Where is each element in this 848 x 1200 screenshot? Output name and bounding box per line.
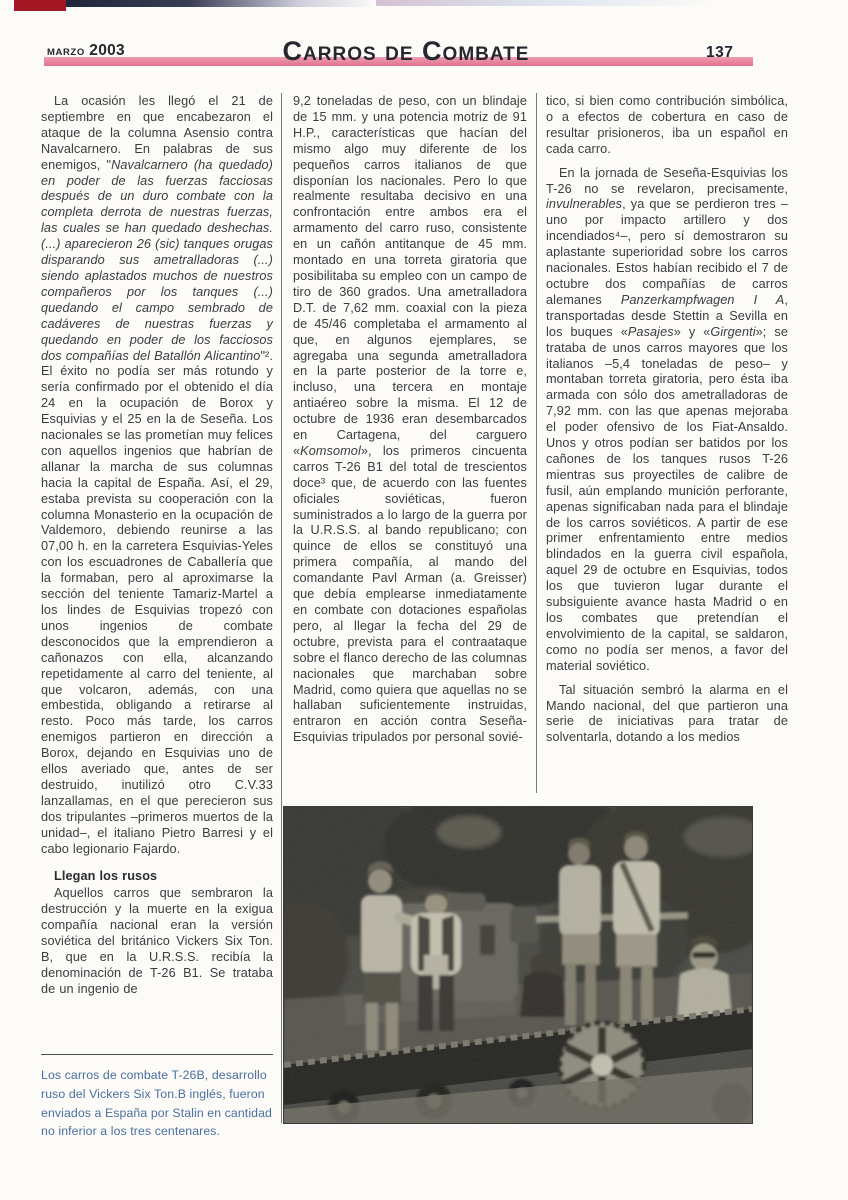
paragraph: 9,2 toneladas de peso, con un blindaje de 15 mm. y una potencia motriz de 91 H.P., características que hacían del mismo algo muy diferente de los pequeños carros italianos de que disponían los nacionales. Pero lo que realmente resultaba decisivo en una confrontación entre ambos era el armamento del carro ruso, consistente en un cañón antitanque de 45 mm. montado en una torreta giratoria que posibilitaba su empleo con un campo de tiro de 360 grados. Una ametralladora D.T. de 7,62 mm. coaxial con la pieza de 45/46 completaba el armamento al que, en algunos ejemplares, se agregaba una segunda ametralladora en la parte posterior de la torre e, incluso, una tercera en montaje antiaéreo sobre la misma. El 12 de octubre de 1936 eran desembarcados en Cartagena, del carguero «Komsomol», los primeros cincuenta carros T-26 B1 del total de trescientos doce³ que, de acuerdo con las fuentes oficiales soviéticas, fueron suministrados a lo largo de la guerra por la U.R.S.S. al bando republicano; con quince de ellos se constituyó una primera compañía, al mando del comandante Pavl Arman (a. Greisser) que debía emplearse inmediatamente en combate con dotaciones españolas pero, al llegar la fecha del 29 de octubre, prevista para el contraataque sobre el flanco derecho de las columnas nacionales que marchaban sobre Madrid, como quiera que aquellas no se hallaban suficientemente instruidas, entraron en acción contra Seseña-Esquivias tripulados por personal sovié-: [293, 94, 527, 745]
paragraph: tico, si bien como contribución simbólica, o a efectos de cobertura en caso de resultar prisioneros, iba un español en cada carro.: [546, 94, 788, 156]
column-divider-2: [536, 93, 537, 793]
column-divider-1: [281, 93, 282, 1123]
issue-year: 2003: [89, 42, 125, 59]
photo-caption: Los carros de combate T-26B, desarrollo ruso del Vickers Six Ton.B inglés, fueron enviados a España por Stalin en cantidad no inferior a los tres centenares.: [41, 1054, 273, 1141]
text-column-3: [546, 94, 788, 810]
corner-red-mark: [14, 0, 66, 11]
page-number: 137: [706, 44, 734, 61]
paragraph: En la jornada de Seseña-Esquivias los T-26 no se revelaron, precisamente, invulnerables, ya que se perdieron tres –uno por impacto artillero y dos incendiados⁴–, pero sí demostraron su aplastante superioridad sobre los carros nacionales. Estos habían recibido el 7 de octubre dos compañías de carros alemanes Panzerkampfwagen I A, transportadas desde Stettin a Sevilla en los buques «Pasajes» y «Girgenti»; se trataba de unos carros mayores que los italianos –5,4 toneladas de peso– y montaban torreta giratoria, pero ésta iba armada con sólo dos ametralladoras de 7,92 mm. con las que apenas mejoraba el poder ofensivo de los Fiat-Ansaldo. Unos y otros podían ser batidos por los cañones de los tanques rusos T-26 mientras sus proyectiles de calibre de fusil, aún emplando munición perforante, apenas significaban nada para el blindaje de los carros soviéticos. A partir de ese primer enfrentamiento entre medios blindados en la guerra civil española, aquel 29 de octubre en Esquivias, todos los que tuvieron lugar durante el subsiguiente avance hasta Madrid o en los combates que pretendían el envolvimiento de la capital, se saldaron, como no podía ser menos, a favor del material soviético.: [546, 165, 788, 673]
paragraph: Tal situación sembró la alarma en el Mando nacional, del que partieron una serie de iniciativas para tratar de solventarla, dotando a los medios: [546, 682, 788, 745]
paragraph: La ocasión les llegó el 21 de septiembre en que encabezaron el ataque de la columna Asensio contra Navalcarnero. En palabras de sus enemigos, "Navalcarnero (ha quedado) en poder de las fuerzas facciosas después de un duro combate con la completa derrota de nuestras fuerzas, las cuales se han quedado deshechas. (...) aparecieron 26 (sic) tanques orugas disparando sus ametralladoras (...) siendo aplastados muchos de nuestros compañeros por los tanques (...) quedando el campo sembrado de cadáveres de nuestras fuerzas y quedando en poder de los facciosos dos compañías del Batallón Alicantino"². El éxito no podía ser más rotundo y sería confirmado por el obtenido el día 24 en la ocupación de Borox y Esquivias y el 25 en la de Seseña. Los nacionales se las prometían muy felices con aquellos ingenios que habrían de allanar la marcha de sus columnas hacia la capital de España. Así, el 29, estaba prevista su cooperación con la columna Monasterio en la ocupación de Valdemoro, debiendo reunirse a las 07,00 h. en la carretera Esquivias-Yeles con los escuadrones de Caballería que la formaban, pero al aproximarse la sección del teniente Tamariz-Martel a los lindes de Esquivias tropezó con unos ingenios de combate desconocidos que la emprendieron a cañonazos con ella, alcanzando repetidamente al carro del teniente, al que volcaron, además, con una embestida, obligando a retirarse al resto. Poco más tarde, los carros enemigos partieron en dirección a Borox, dejando en Esquivias uno de ellos averiado que, antes de ser destruido, inutilizó otro C.V.33 lanzallamas, en el que perecieron sus dos tripulantes –primeros muertos de la unidad–, el italiano Pietro Barresi y el cabo legionario Fajardo.: [41, 94, 273, 856]
text-column-1: [41, 94, 273, 1046]
tank-photo-illustration: [284, 807, 752, 1123]
issue-month: MARZO: [47, 47, 85, 58]
scan-smear-light: [376, 0, 706, 6]
tank-photo: [283, 806, 753, 1124]
text-column-2: [293, 94, 527, 806]
issue-date: [47, 42, 125, 60]
scan-smear-dark: [66, 0, 376, 7]
paragraph: Aquellos carros que sembraron la destrucción y la muerte en la exigua compañía nacional eran la versión soviética del británico Vickers Six Ton. B, que en la U.R.S.S. recibía la denominación de T-26 B1. Se trataba de un ingenio de: [41, 886, 273, 996]
page-title: Carros de Combate: [282, 36, 530, 66]
section-heading: Llegan los rusos: [54, 868, 158, 883]
